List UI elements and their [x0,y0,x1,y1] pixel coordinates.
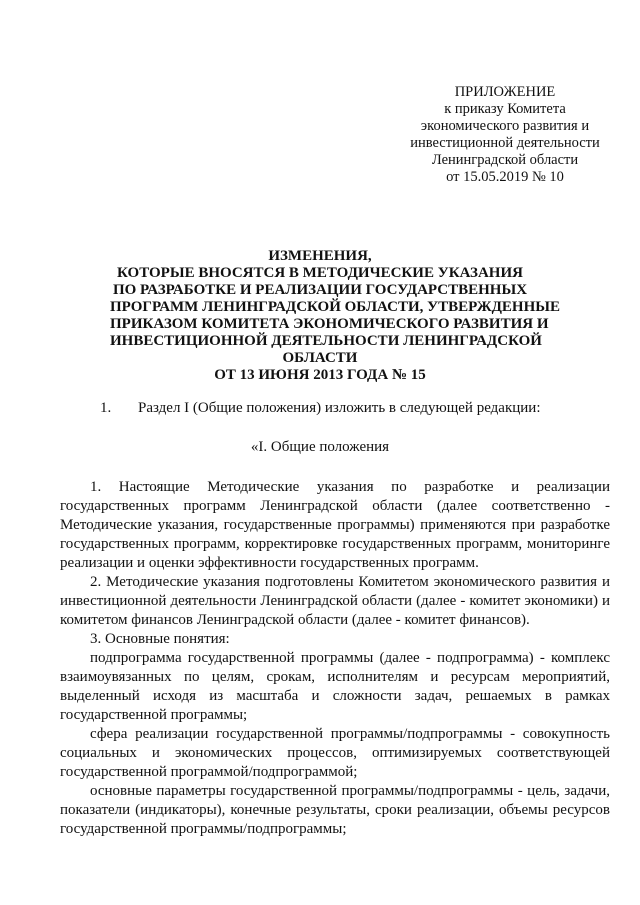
document-body [60,478,610,839]
title-line: ПО РАЗРАБОТКЕ И РЕАЛИЗАЦИИ ГОСУДАРСТВЕННЫХ [112,282,528,298]
appendix-line: экономического развития и [420,118,590,134]
appendix-line: к приказу Комитета [444,101,566,117]
title-line: ОТ 13 ИЮНЯ 2013 ГОДА № 15 [214,367,426,383]
appendix-block [400,84,610,186]
title-line: ИЗМЕНЕНИЯ, [268,248,372,264]
appendix-line: инвестиционной деятельности [410,135,600,151]
appendix-line: ПРИЛОЖЕНИЕ [454,84,556,100]
body-paragraph: 1. Настоящие Методические указания по разработке и реализации государственных программ Ленинградской области (далее соответственно - Методические указания, государственные программы) применяются при разработке государственных программ, корректировке государственных программ, мониторинге реализации и оценки эффективности государственных программ. [60,479,610,571]
title-line: ОБЛАСТИ [282,350,358,366]
section-heading: «I. Общие положения [250,439,390,455]
body-paragraph: сфера реализации государственной программы/подпрограммы - совокупность социальных и экономических процессов, оптимизируемых соответствующей государственной программой/подпрограммой; [60,726,610,780]
item-text: Раздел I (Общие положения) изложить в следующей редакции: [138,400,541,416]
appendix-line: от 15.05.2019 № 10 [446,169,564,185]
title-line: КОТОРЫЕ ВНОСЯТСЯ В МЕТОДИЧЕСКИЕ УКАЗАНИЯ [117,265,523,281]
title-line: ПРИКАЗОМ КОМИТЕТА ЭКОНОМИЧЕСКОГО РАЗВИТИЯ И [110,316,549,332]
body-paragraph: основные параметры государственной программы/подпрограммы - цель, задачи, показатели (индикаторы), конечные результаты, сроки реализации, объемы ресурсов государственной программы/подпрограммы; [60,783,610,837]
document-title [110,248,560,384]
title-line: ПРОГРАММ ЛЕНИНГРАДСКОЙ ОБЛАСТИ, УТВЕРЖДЕННЫЕ [110,299,560,315]
body-paragraph: подпрограмма государственной программы (далее - подпрограмма) - комплекс взаимоувязанных по целям, срокам, исполнителям и ресурсам мероприятий, выделенный исходя из масштаба и сложности задач, решаемых в рамках государственной программы; [60,650,610,723]
amendment-item-1 [100,399,600,418]
appendix-line: Ленинградской области [431,152,579,168]
title-line: ИНВЕСТИЦИОННОЙ ДЕЯТЕЛЬНОСТИ ЛЕНИНГРАДСКОЙ [110,333,542,349]
item-number: 1. [100,400,112,416]
body-paragraph: 2. Методические указания подготовлены Комитетом экономического развития и инвестиционной деятельности Ленинградской области (далее - комитет экономики) и комитетом финансов Ленинградской области (далее - комитет финансов). [60,574,610,628]
body-paragraph: 3. Основные понятия: [90,631,230,647]
